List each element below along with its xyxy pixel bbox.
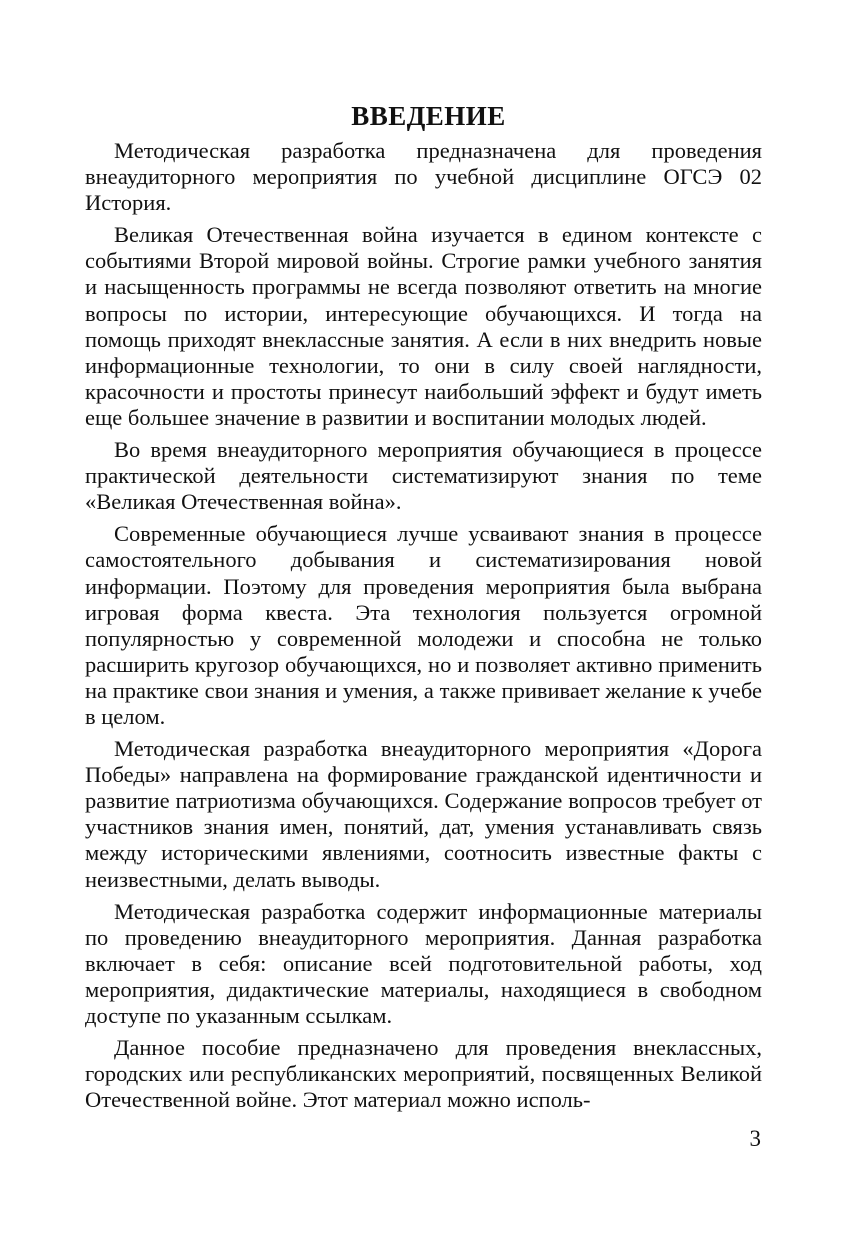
page-title: ВВЕДЕНИЕ xyxy=(351,101,506,131)
paragraph-systematization: Во время внеаудиторного мероприятия обучающиеся в процессе практической деятельности систематизируют знания по теме «Великая Отечественная война». xyxy=(85,437,762,515)
paragraph-audience: Данное пособие предназначено для проведения внеклассных, городских или республиканских мероприятий, посвященных Великой Отечественной войне. Этот материал можно исполь- xyxy=(85,1035,762,1113)
paragraph-context: Великая Отечественная война изучается в едином контексте с событиями Второй мировой войны. Строгие рамки учебного занятия и насыщенность программы не всегда позволяют ответить на многие вопросы по истории, интересующие обучающихся. И тогда на помощь приходят внеклассные занятия. А если в них внедрить новые информационные технологии, то они в силу своей наглядности, красочности и простоты принесут наибольший эффект и будут иметь еще большее значение в развитии и воспитании молодых людей. xyxy=(85,222,762,430)
paragraph-quest-format: Современные обучающиеся лучше усваивают знания в процессе самостоятельного добывания и систематизирования новой информации. Поэтому для проведения мероприятия была выбрана игровая форма квеста. Эта технология пользуется огромной популярностью у современной молодежи и способна не только расширить кругозор обучающихся, но и позволяет активно применить на практике свои знания и умения, а также прививает желание к учебе в целом. xyxy=(85,521,762,729)
paragraph-contents: Методическая разработка содержит информационные материалы по проведению внеаудиторного мероприятия. Данная разработка включает в себя: описание всей подготовительной работы, ход мероприятия, дидактические материалы, находящиеся в свободном доступе по указанным ссылкам. xyxy=(85,898,762,1028)
page-number: 3 xyxy=(749,1126,761,1151)
paragraph-goals: Методическая разработка внеаудиторного мероприятия «Дорога Победы» направлена на формирование гражданской идентичности и развитие патриотизма обучающихся. Содержание вопросов требует от участников знания имен, понятий, дат, умения устанавливать связь между историческими явлениями, соотносить известные факты с неизвестными, делать выводы. xyxy=(85,736,762,892)
paragraph-purpose: Методическая разработка предназначена для проведения внеаудиторного мероприятия по учебной дисциплине ОГСЭ 02 История. xyxy=(85,138,762,216)
body-text xyxy=(85,138,762,1113)
